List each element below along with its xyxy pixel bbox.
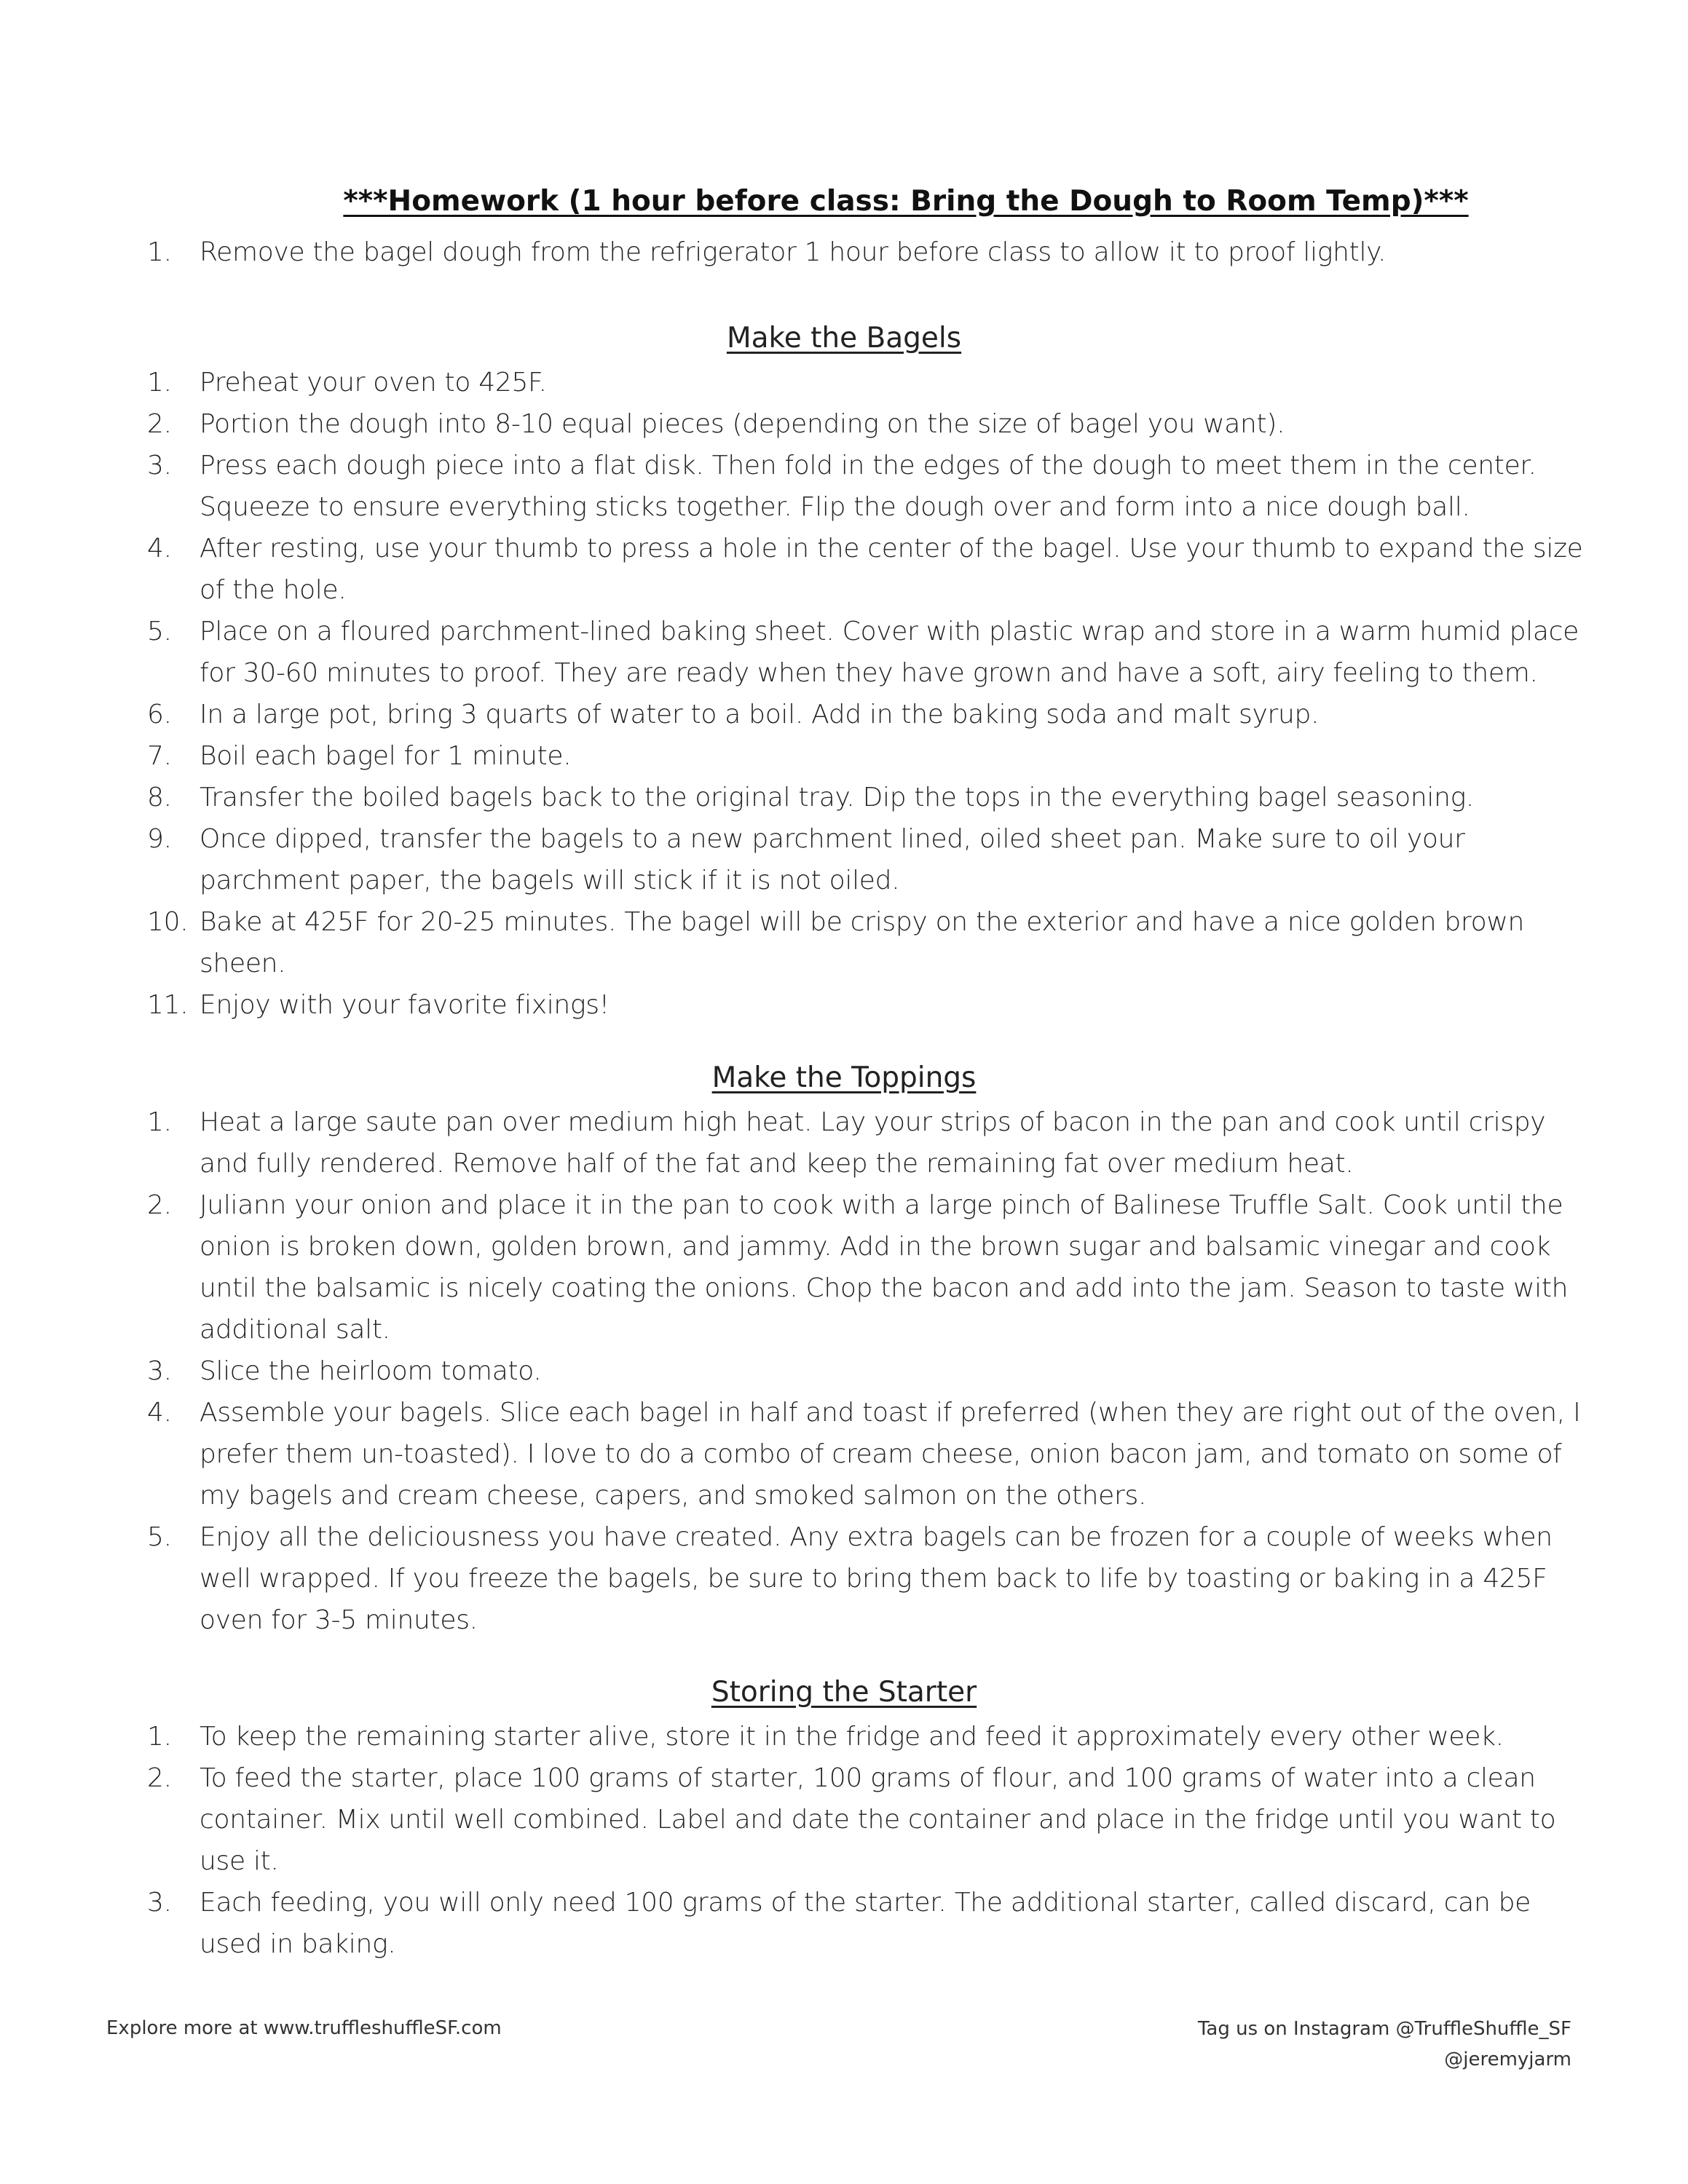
step-number: 4. xyxy=(147,534,172,563)
step-number: 1. xyxy=(147,1722,172,1752)
list-item xyxy=(0,1184,1583,1350)
section-heading-storing-starter: Storing the Starter xyxy=(711,1676,977,1709)
make-toppings-list xyxy=(0,1101,1688,1641)
section-heading-make-bagels: Make the Bagels xyxy=(726,322,962,355)
step-number: 11. xyxy=(147,990,189,1020)
footer-instagram-tag: Tag us on Instagram @TruffleShuffle_SF xyxy=(1197,2018,1571,2040)
list-item xyxy=(0,445,1583,528)
step-number: 4. xyxy=(147,1398,172,1428)
step-text: Preheat your oven to 425F. xyxy=(200,368,547,397)
list-item xyxy=(0,362,1583,403)
step-text: Enjoy with your favorite fixings! xyxy=(200,990,610,1020)
page-title xyxy=(0,183,1688,220)
list-item xyxy=(0,611,1583,694)
list-item xyxy=(0,232,1583,273)
step-number: 8. xyxy=(147,783,172,812)
step-text: Place on a floured parchment-lined baking sheet. Cover with plastic wrap and store in a warm humid place for 30-60 minutes to proof. They are ready when they have grown and have a soft, airy feeling to them. xyxy=(200,617,1579,688)
section-heading-make-toppings: Make the Toppings xyxy=(711,1061,977,1094)
step-number: 2. xyxy=(147,1763,172,1793)
step-text: Transfer the boiled bagels back to the original tray. Dip the tops in the everything bagel seasoning. xyxy=(200,783,1475,812)
step-number: 10. xyxy=(147,907,189,937)
step-text: In a large pot, bring 3 quarts of water to a boil. Add in the baking soda and malt syrup. xyxy=(200,700,1320,729)
step-text: Bake at 425F for 20-25 minutes. The bagel will be crispy on the exterior and have a nice golden brown sheen. xyxy=(200,907,1525,978)
step-text: Slice the heirloom tomato. xyxy=(200,1356,542,1386)
list-item xyxy=(0,735,1583,777)
list-item xyxy=(0,1516,1583,1641)
step-text: Press each dough piece into a flat disk. Then fold in the edges of the dough to meet them in the center. Squeeze to ensure everything sticks together. Flip the dough over and form into a nice dough ball. xyxy=(200,451,1537,522)
step-text: Boil each bagel for 1 minute. xyxy=(200,741,572,771)
step-number: 9. xyxy=(147,824,172,854)
list-item xyxy=(0,528,1583,611)
step-number: 5. xyxy=(147,1522,172,1552)
step-text: Remove the bagel dough from the refrigerator 1 hour before class to allow it to proof lightly. xyxy=(200,237,1387,267)
page-title-text: ***Homework (1 hour before class: Bring the Dough to Room Temp)*** xyxy=(343,185,1469,218)
step-text: To keep the remaining starter alive, store it in the fridge and feed it approximately every other week. xyxy=(200,1722,1504,1752)
list-item xyxy=(0,1101,1583,1184)
list-item xyxy=(0,901,1583,984)
list-item xyxy=(0,694,1583,735)
step-number: 5. xyxy=(147,617,172,646)
list-item xyxy=(0,403,1583,445)
step-text: Juliann your onion and place it in the pan to cook with a large pinch of Balinese Truffle Salt. Cook until the onion is broken down, golden brown, and jammy. Add in the brown sugar and balsamic vinegar and cook until the balsamic is nicely coating the onions. Chop the bacon and add into the jam. Season to taste with additional salt. xyxy=(200,1190,1569,1345)
step-text: Enjoy all the deliciousness you have created. Any extra bagels can be frozen for a couple of weeks when well wrapped. If you freeze the bagels, be sure to bring them back to life by toasting or baking in a 425F oven for 3-5 minutes. xyxy=(200,1522,1553,1635)
step-text: After resting, use your thumb to press a hole in the center of the bagel. Use your thumb to expand the size of the hole. xyxy=(200,534,1583,605)
storing-starter-list xyxy=(0,1716,1688,1965)
step-number: 1. xyxy=(147,368,172,397)
list-item xyxy=(0,984,1583,1026)
step-number: 2. xyxy=(147,409,172,439)
step-text: Heat a large saute pan over medium high heat. Lay your strips of bacon in the pan and cook until crispy and fully rendered. Remove half of the fat and keep the remaining fat over medium heat. xyxy=(200,1107,1546,1179)
step-number: 6. xyxy=(147,700,172,729)
step-text: Once dipped, transfer the bagels to a new parchment lined, oiled sheet pan. Make sure to oil your parchment paper, the bagels will stick if it is not oiled. xyxy=(200,824,1465,895)
list-item xyxy=(0,1350,1583,1392)
step-text: Assemble your bagels. Slice each bagel in half and toast if preferred (when they are right out of the oven, I prefer them un-toasted). I love to do a combo of cream cheese, onion bacon jam, and tomato on some of my bagels and cream cheese, capers, and smoked salmon on the others. xyxy=(200,1398,1581,1511)
make-bagels-list xyxy=(0,362,1688,1026)
step-number: 7. xyxy=(147,741,172,771)
step-number: 3. xyxy=(147,451,172,480)
step-text: Each feeding, you will only need 100 grams of the starter. The additional starter, called discard, can be used in baking. xyxy=(200,1888,1531,1959)
footer-instagram-handle: @jeremyjarm xyxy=(1444,2049,1571,2070)
list-item xyxy=(0,777,1583,818)
homework-list xyxy=(0,232,1688,273)
step-number: 3. xyxy=(147,1356,172,1386)
step-text: To feed the starter, place 100 grams of starter, 100 grams of flour, and 100 grams of water into a clean container. Mix until well combined. Label and date the container and place in the fridge until you want to use it. xyxy=(200,1763,1556,1876)
step-number: 2. xyxy=(147,1190,172,1220)
step-text: Portion the dough into 8-10 equal pieces (depending on the size of bagel you want). xyxy=(200,409,1285,439)
step-number: 1. xyxy=(147,1107,172,1137)
list-item xyxy=(0,1392,1583,1516)
list-item xyxy=(0,1716,1583,1757)
footer-website: Explore more at www.truffleshuffleSF.com xyxy=(106,2017,502,2039)
list-item xyxy=(0,818,1583,901)
list-item xyxy=(0,1882,1583,1965)
list-item xyxy=(0,1757,1583,1882)
footer-social xyxy=(1198,2014,1571,2075)
step-number: 1. xyxy=(147,237,172,267)
step-number: 3. xyxy=(147,1888,172,1918)
